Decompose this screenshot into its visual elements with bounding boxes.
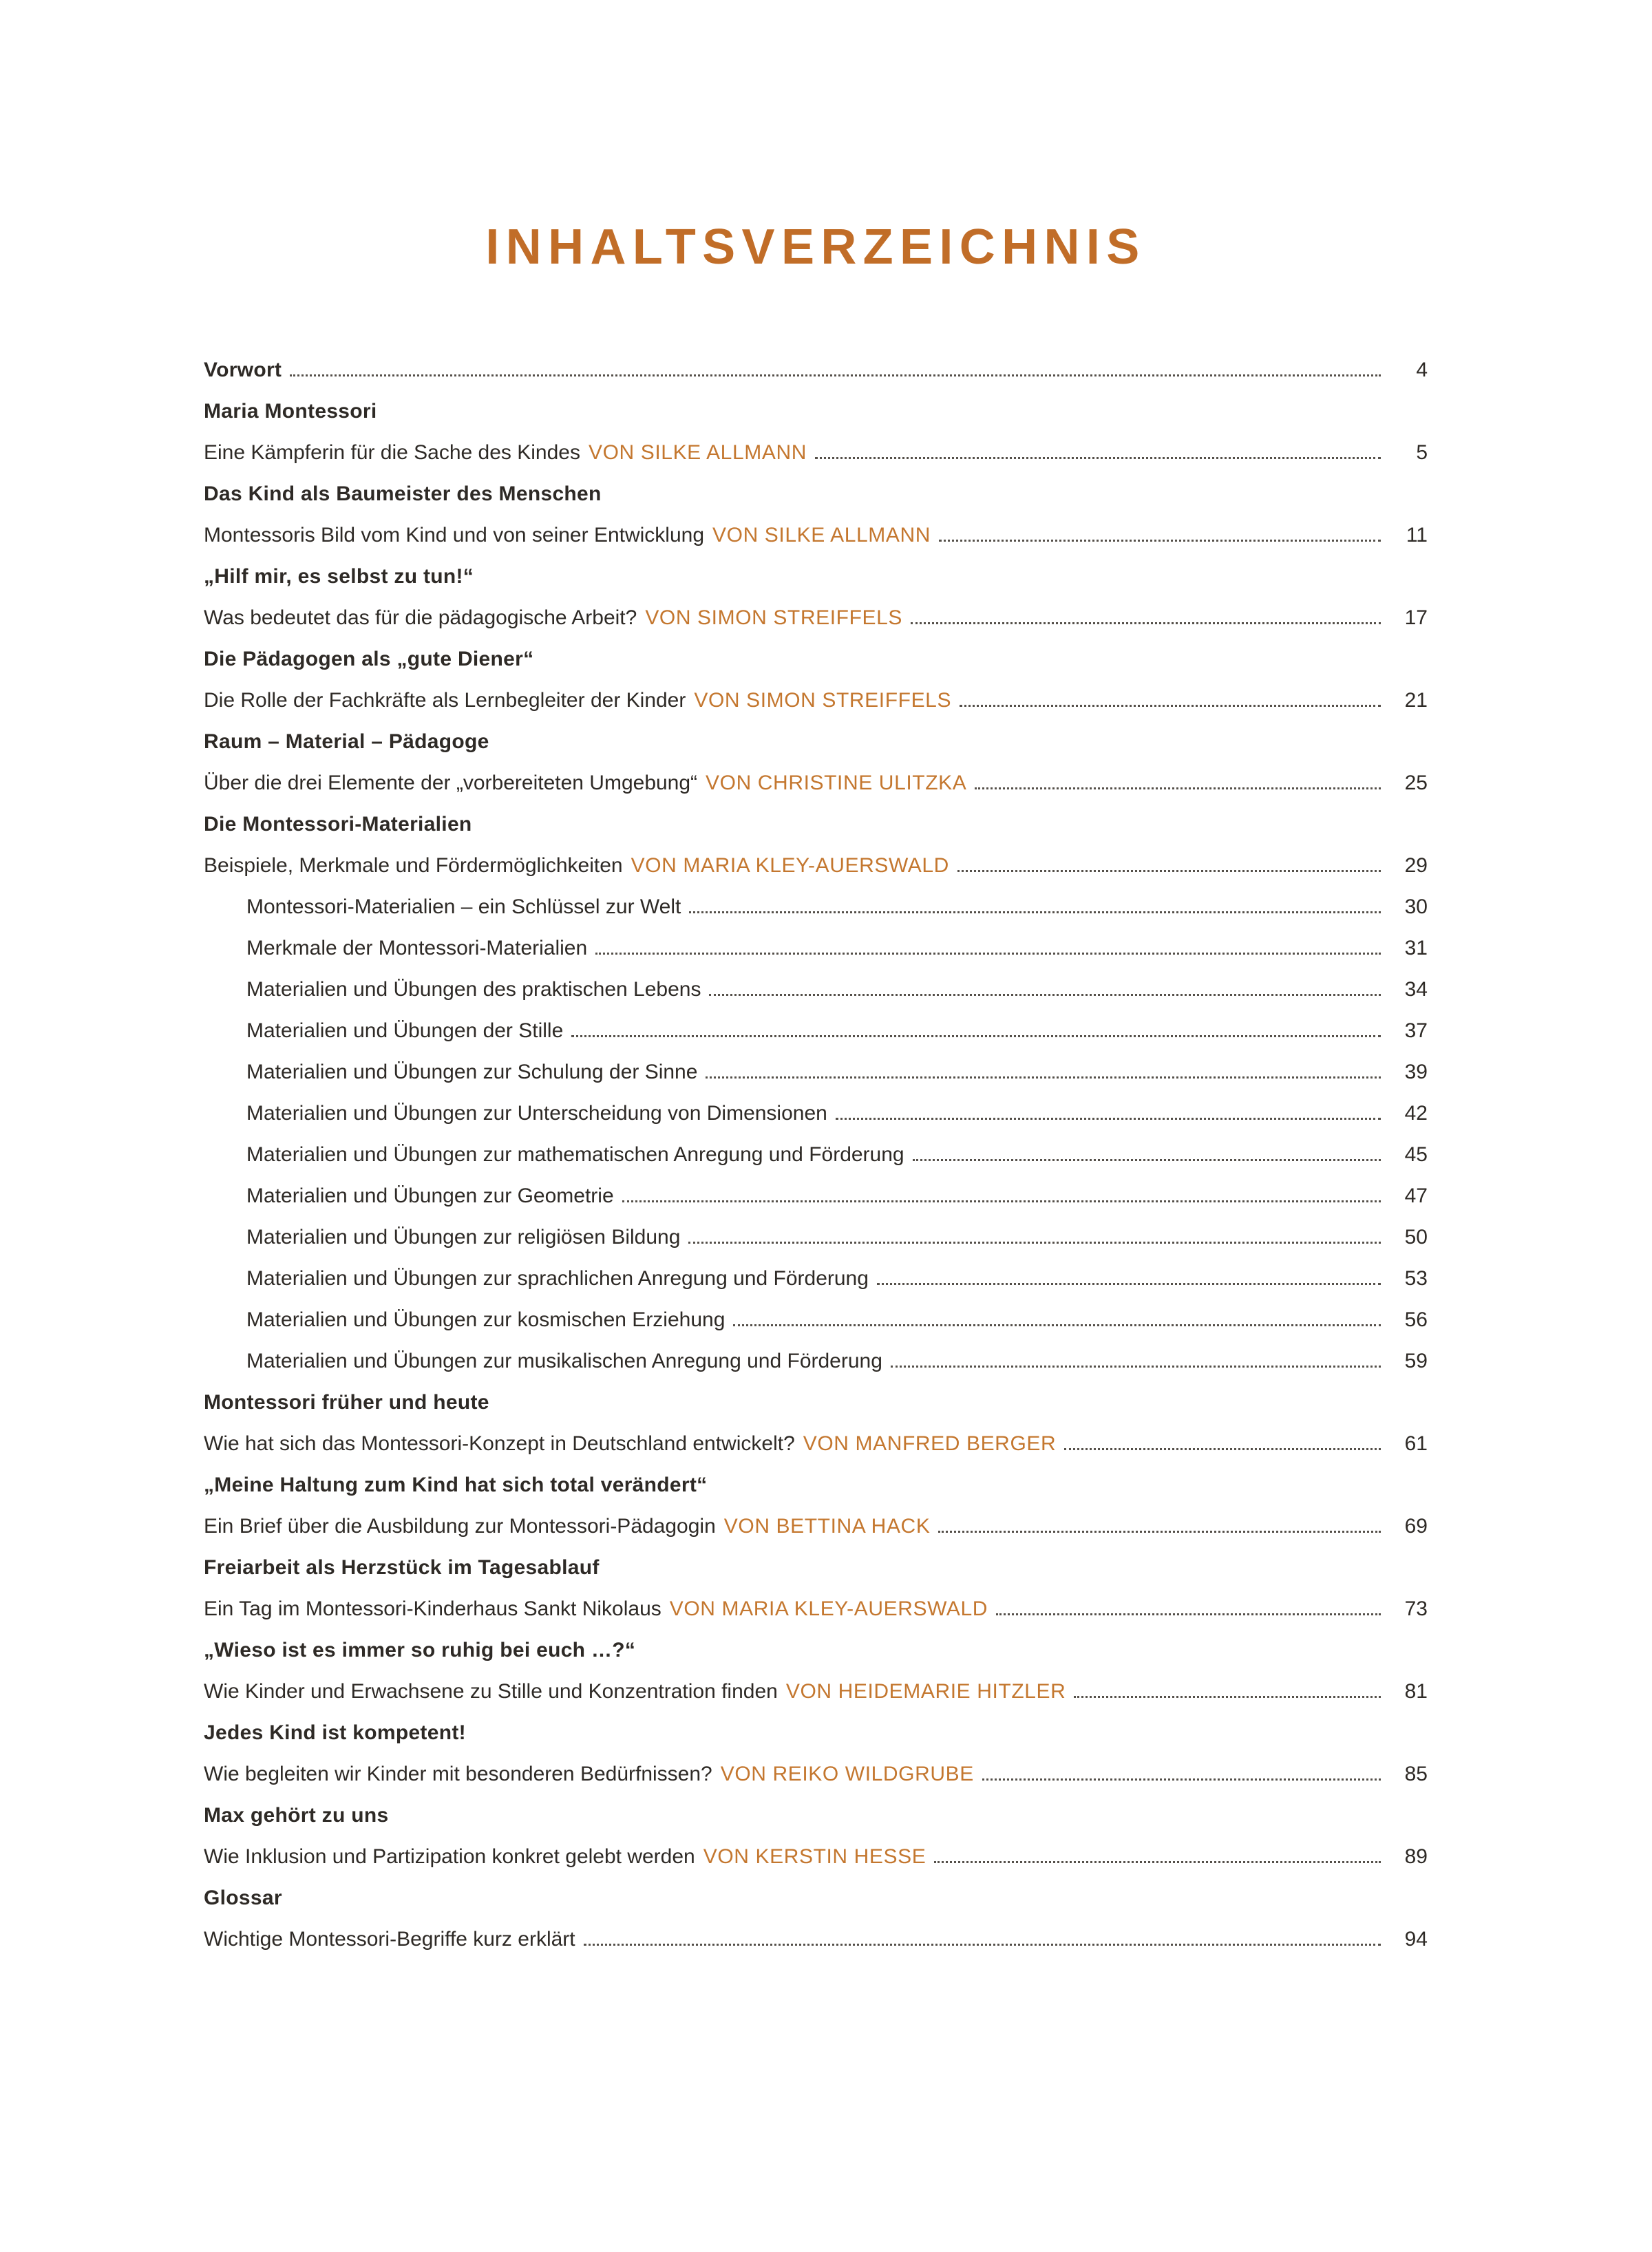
dot-leader — [571, 1035, 1381, 1037]
page-number: 30 — [1404, 895, 1428, 918]
entry-label: „Wieso ist es immer so ruhig bei euch …?“ — [204, 1639, 636, 1661]
dot-leader — [934, 1861, 1381, 1863]
entry-author: VON SILKE ALLMANN — [589, 441, 807, 464]
entry-label: Vorwort — [204, 359, 282, 381]
toc-section-heading — [204, 1630, 1428, 1671]
toc-section-heading — [204, 639, 1428, 680]
entry-label: Die Montessori-Materialien — [204, 813, 472, 836]
toc-entry — [204, 1754, 1428, 1795]
entry-author: VON REIKO WILDGRUBE — [720, 1763, 974, 1785]
page-number: 17 — [1404, 606, 1428, 629]
toc-sub-entry — [204, 1010, 1428, 1052]
dot-leader — [815, 457, 1381, 459]
dot-leader — [709, 994, 1381, 996]
entry-label: Materialien und Übungen zur religiösen Bildung — [246, 1226, 681, 1249]
page-number: 39 — [1404, 1061, 1428, 1083]
dot-leader — [982, 1778, 1381, 1781]
page-number: 73 — [1404, 1597, 1428, 1620]
entry-label: Die Rolle der Fachkräfte als Lernbegleiter der Kinder — [204, 689, 686, 712]
entry-author: VON BETTINA HACK — [723, 1515, 931, 1538]
toc-section-heading — [204, 1547, 1428, 1589]
entry-label: Materialien und Übungen zur kosmischen Erziehung — [246, 1308, 726, 1331]
toc-entry — [204, 432, 1428, 474]
entry-author: VON SIMON STREIFFELS — [645, 606, 903, 629]
entry-label: Freiarbeit als Herzstück im Tagesablauf — [204, 1556, 600, 1579]
entry-label: Wie Kinder und Erwachsene zu Stille und Konzentration finden — [204, 1680, 778, 1703]
entry-label: Materialien und Übungen zur Geometrie — [246, 1185, 614, 1207]
dot-leader — [1064, 1448, 1381, 1450]
page-number: 56 — [1404, 1308, 1428, 1331]
entry-label: Montessoris Bild vom Kind und von seiner Entwicklung — [204, 524, 705, 546]
dot-leader — [689, 911, 1381, 913]
dot-leader — [1074, 1696, 1381, 1698]
dot-leader — [622, 1200, 1381, 1202]
entry-author: VON HEIDEMARIE HITZLER — [785, 1680, 1066, 1703]
page-number: 37 — [1404, 1019, 1428, 1042]
toc-sub-entry — [204, 1258, 1428, 1299]
dot-leader — [911, 622, 1381, 624]
toc-section-heading — [204, 804, 1428, 845]
toc-sub-entry — [204, 1176, 1428, 1217]
toc-sub-entry — [204, 1134, 1428, 1176]
dot-leader — [877, 1283, 1381, 1285]
entry-label: Was bedeutet das für die pädagogische Arbeit? — [204, 606, 637, 629]
entry-author: VON SIMON STREIFFELS — [694, 689, 952, 712]
entry-label: Materialien und Übungen zur Schulung der Sinne — [246, 1061, 698, 1083]
toc-sub-entry — [204, 1217, 1428, 1258]
dot-leader — [290, 374, 1381, 376]
entry-label: Wie hat sich das Montessori-Konzept in Deutschland entwickelt? — [204, 1432, 795, 1455]
entry-label: Ein Tag im Montessori-Kinderhaus Sankt Nikolaus — [204, 1597, 661, 1620]
entry-label: Eine Kämpferin für die Sache des Kindes — [204, 441, 580, 464]
toc-sub-entry — [204, 886, 1428, 928]
page-number: 5 — [1416, 441, 1428, 464]
toc-entry — [204, 845, 1428, 886]
page-number: 47 — [1404, 1185, 1428, 1207]
page-number: 81 — [1404, 1680, 1428, 1703]
dot-leader — [706, 1076, 1381, 1079]
toc-entry — [204, 1836, 1428, 1878]
page-number: 50 — [1404, 1226, 1428, 1249]
page-number: 42 — [1404, 1102, 1428, 1125]
entry-author: VON MARIA KLEY-AUERSWALD — [631, 854, 949, 877]
entry-label: Raum – Material – Pädagoge — [204, 730, 489, 753]
entry-label: Materialien und Übungen zur sprachlichen Anregung und Förderung — [246, 1267, 869, 1290]
toc-section-heading — [204, 1465, 1428, 1506]
toc-sub-entry — [204, 928, 1428, 969]
entry-label: Materialien und Übungen zur mathematischen Anregung und Förderung — [246, 1143, 904, 1166]
toc-entry — [204, 515, 1428, 556]
toc-entry — [204, 1506, 1428, 1547]
entry-author: VON SILKE ALLMANN — [712, 524, 931, 546]
toc-entry — [204, 1589, 1428, 1630]
entry-label: Materialien und Übungen der Stille — [246, 1019, 564, 1042]
page-number: 69 — [1404, 1515, 1428, 1538]
entry-author: VON KERSTIN HESSE — [703, 1845, 926, 1868]
entry-label: Glossar — [204, 1887, 282, 1909]
entry-label: Über die drei Elemente der „vorbereiteten Umgebung“ — [204, 772, 698, 794]
entry-label: Die Pädagogen als „gute Diener“ — [204, 648, 534, 670]
toc-sub-entry — [204, 1052, 1428, 1093]
toc-entry — [204, 597, 1428, 639]
entry-label: Beispiele, Merkmale und Fördermöglichkeiten — [204, 854, 623, 877]
dot-leader — [960, 705, 1381, 707]
entry-label: „Hilf mir, es selbst zu tun!“ — [204, 565, 474, 588]
entry-label: Wie begleiten wir Kinder mit besonderen Bedürfnissen? — [204, 1763, 712, 1785]
toc-section-heading — [204, 1795, 1428, 1836]
dot-leader — [957, 870, 1381, 872]
page-number: 21 — [1404, 689, 1428, 712]
entry-label: Merkmale der Montessori-Materialien — [246, 937, 588, 959]
page-number: 61 — [1404, 1432, 1428, 1455]
entry-label: Materialien und Übungen zur musikalischen Anregung und Förderung — [246, 1350, 882, 1372]
entry-author: VON MANFRED BERGER — [803, 1432, 1057, 1455]
toc-sub-entry — [204, 969, 1428, 1010]
toc-section-heading — [204, 1382, 1428, 1423]
toc-entry — [204, 350, 1428, 391]
dot-leader — [688, 1242, 1381, 1244]
toc-section-heading — [204, 721, 1428, 763]
dot-leader — [595, 953, 1381, 955]
page-number: 29 — [1404, 854, 1428, 877]
entry-author: VON CHRISTINE ULITZKA — [706, 772, 967, 794]
entry-label: Materialien und Übungen des praktischen Lebens — [246, 978, 701, 1001]
toc-entry — [204, 1919, 1428, 1960]
dot-leader — [938, 1531, 1381, 1533]
dot-leader — [584, 1944, 1381, 1946]
entry-label: Maria Montessori — [204, 400, 377, 423]
page-number: 45 — [1404, 1143, 1428, 1166]
entry-label: Montessori-Materialien – ein Schlüssel zur Welt — [246, 895, 681, 918]
entry-label: Montessori früher und heute — [204, 1391, 489, 1414]
entry-label: Ein Brief über die Ausbildung zur Montessori-Pädagogin — [204, 1515, 716, 1538]
entry-label: Das Kind als Baumeister des Menschen — [204, 482, 602, 505]
toc-section-heading — [204, 1878, 1428, 1919]
dot-leader — [891, 1366, 1381, 1368]
toc-section-heading — [204, 474, 1428, 515]
entry-label: Jedes Kind ist kompetent! — [204, 1721, 466, 1744]
toc-list — [204, 350, 1428, 1960]
toc-sub-entry — [204, 1341, 1428, 1382]
dot-leader — [733, 1324, 1381, 1326]
toc-section-heading — [204, 1712, 1428, 1754]
dot-leader — [836, 1118, 1381, 1120]
page-number: 59 — [1404, 1350, 1428, 1372]
toc-entry — [204, 763, 1428, 804]
page-number: 94 — [1404, 1928, 1428, 1951]
toc-section-heading — [204, 391, 1428, 432]
page-number: 25 — [1404, 772, 1428, 794]
toc-sub-entry — [204, 1093, 1428, 1134]
dot-leader — [939, 540, 1381, 542]
page-number: 89 — [1404, 1845, 1428, 1868]
entry-label: Max gehört zu uns — [204, 1804, 389, 1827]
entry-author: VON MARIA KLEY-AUERSWALD — [669, 1597, 988, 1620]
page-number: 31 — [1404, 937, 1428, 959]
toc-entry — [204, 1671, 1428, 1712]
page-number: 4 — [1416, 359, 1428, 381]
toc-entry — [204, 680, 1428, 721]
toc-sub-entry — [204, 1299, 1428, 1341]
dot-leader — [913, 1159, 1381, 1161]
entry-label: „Meine Haltung zum Kind hat sich total verändert“ — [204, 1474, 708, 1496]
entry-label: Wie Inklusion und Partizipation konkret gelebt werden — [204, 1845, 695, 1868]
entry-label: Materialien und Übungen zur Unterscheidung von Dimensionen — [246, 1102, 827, 1125]
page-number: 11 — [1406, 524, 1428, 546]
dot-leader — [996, 1613, 1381, 1615]
page-title: INHALTSVERZEICHNIS — [485, 220, 1146, 275]
page-number: 34 — [1404, 978, 1428, 1001]
dot-leader — [975, 787, 1381, 789]
page-number: 85 — [1404, 1763, 1428, 1785]
toc-section-heading — [204, 556, 1428, 597]
page-number: 53 — [1404, 1267, 1428, 1290]
entry-label: Wichtige Montessori-Begriffe kurz erklärt — [204, 1928, 575, 1951]
toc-entry — [204, 1423, 1428, 1465]
